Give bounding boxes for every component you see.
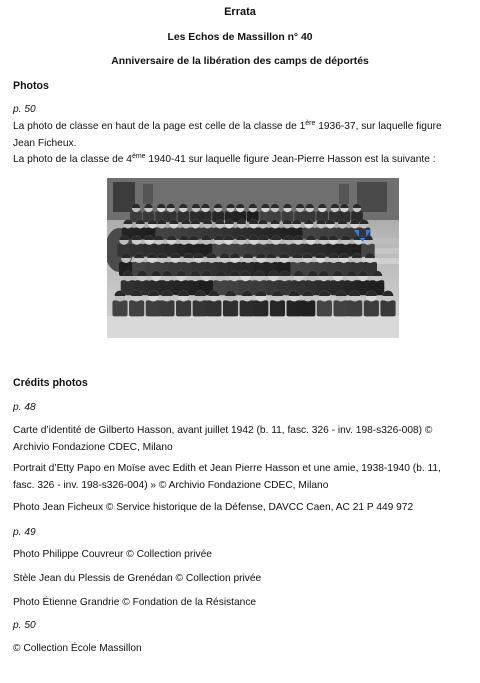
- student-figure: [364, 300, 379, 316]
- student-figure: [223, 300, 238, 316]
- page-ref-p48: p. 48: [13, 402, 36, 413]
- class-photo-image: [107, 178, 399, 338]
- student-figure: [317, 300, 332, 316]
- student-figure: [159, 300, 174, 316]
- photos-heading: Photos: [13, 80, 49, 92]
- credit-1-line-a: Carte d’identité de Gilberto Hasson, avant juillet 1942 (b. 11, fasc. 326 - inv. 198-s326-008) ©: [13, 425, 433, 436]
- para2-superscript: ème: [131, 153, 146, 160]
- student-figure: [112, 300, 127, 316]
- credits-heading: Crédits photos: [13, 377, 88, 389]
- para2-text-a: La photo de la classe de 4: [13, 154, 132, 165]
- student-figure: [176, 300, 191, 316]
- issue-title: Les Echos de Massillon n° 40: [167, 32, 313, 43]
- credit-2-line-b: fasc. 326 - inv. 198-s326-004) » © Archivio Fondazione CDEC, Milano: [13, 479, 329, 491]
- page-ref-p49: p. 49: [13, 527, 36, 538]
- credit-ficheux: Photo Jean Ficheux © Service historique de la Défense, DAVCC Caen, AC 21 P 449 972: [13, 502, 414, 513]
- photos-paragraph: [13, 119, 469, 169]
- credit-2-line-a: Portrait d’Etty Papo en Moïse avec Edith et Jean Pierre Hasson et une amie, 1938-1940 (b. 11,: [13, 463, 441, 474]
- credit-stele: Stèle Jean du Plessis de Grenédan © Collection privée: [13, 573, 262, 584]
- student-figure: [206, 300, 221, 316]
- credit-massillon: © Collection École Massillon: [13, 643, 142, 654]
- student-figure: [253, 300, 268, 316]
- student-figure: [270, 300, 285, 316]
- student-figure: [287, 300, 302, 316]
- subject-title: Anniversaire de la libération des camps de déportés: [111, 56, 369, 67]
- credit-cdec-id-card: [13, 423, 469, 456]
- student-figure: [333, 300, 348, 316]
- para1-superscript: ère: [305, 120, 316, 127]
- page-ref-p50-credits: p. 50: [13, 620, 36, 631]
- para1-text-c: Jean Ficheux.: [13, 137, 77, 149]
- page-ref-p50: p. 50: [13, 104, 36, 115]
- student-figure: [129, 300, 144, 316]
- student-figure: [347, 300, 362, 316]
- credit-couvreur: Photo Philippe Couvreur © Collection privée: [13, 549, 212, 560]
- student-figure: [146, 300, 161, 316]
- class-photo: [107, 178, 399, 338]
- credit-grandrie: Photo Étienne Grandrie © Fondation de la Résistance: [13, 597, 257, 608]
- para1-text-b: 1936-37, sur laquelle figure: [315, 121, 442, 132]
- credit-1-line-b: Archivio Fondazione CDEC, Milano: [13, 441, 173, 453]
- para2-text-b: 1940-41 sur laquelle figure Jean-Pierre Hasson est la suivante :: [145, 154, 436, 165]
- student-figure: [380, 300, 395, 316]
- errata-title: Errata: [224, 6, 256, 18]
- credit-cdec-portrait: [13, 461, 469, 494]
- student-figure: [300, 300, 315, 316]
- para1-text-a: La photo de classe en haut de la page est celle de la classe de 1: [13, 121, 306, 132]
- student-figure: [193, 300, 208, 316]
- student-figure: [240, 300, 255, 316]
